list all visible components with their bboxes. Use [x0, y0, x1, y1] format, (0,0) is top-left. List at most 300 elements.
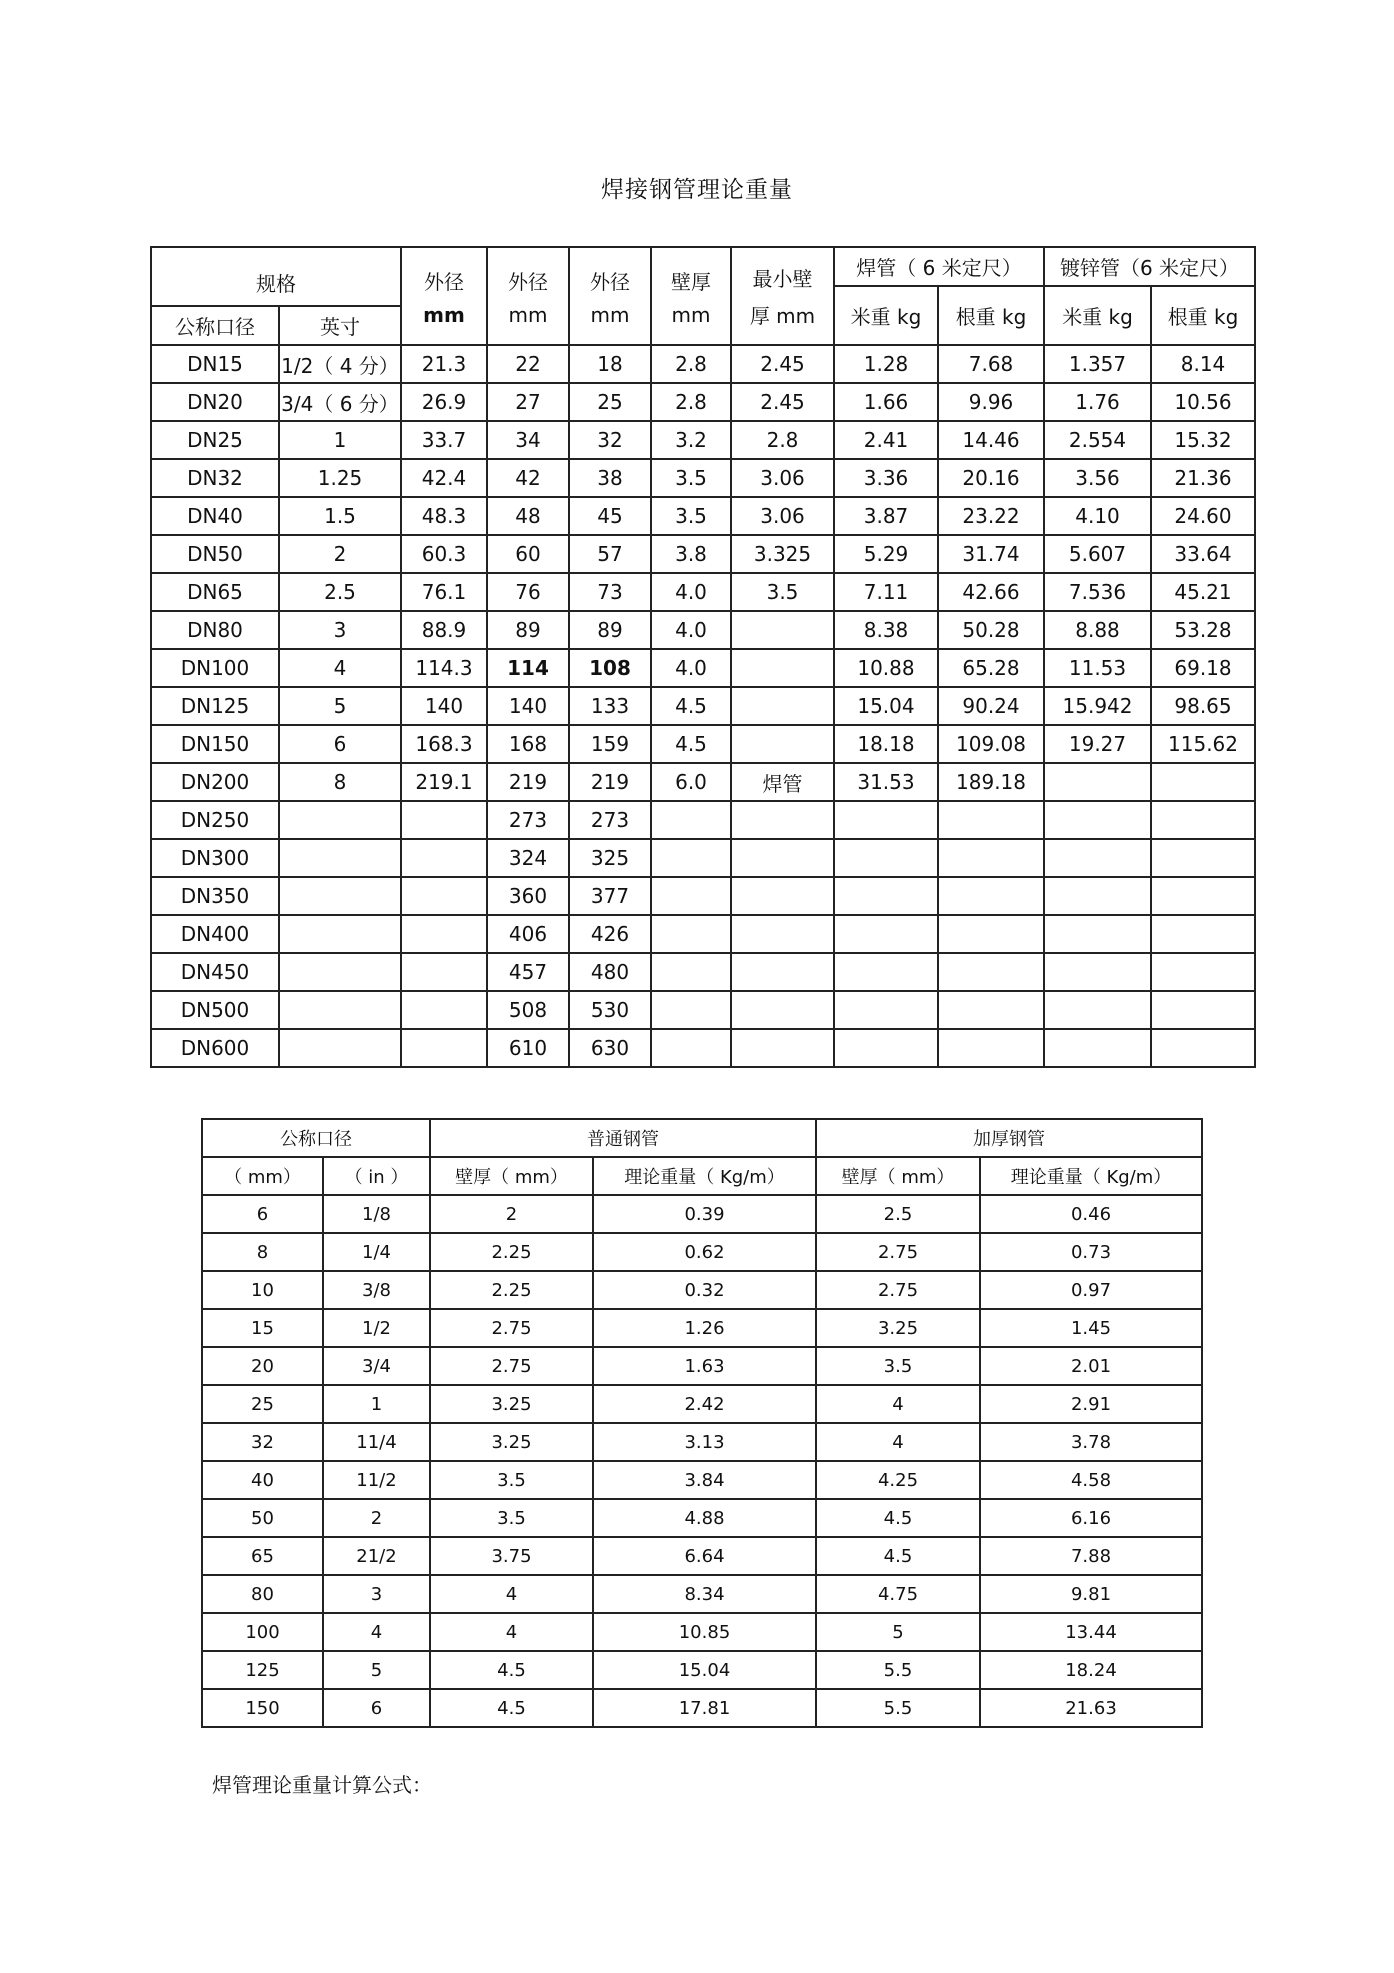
- table-cell: 8.14: [1151, 345, 1255, 383]
- table-cell: [401, 953, 487, 991]
- table-cell: 2.554: [1044, 421, 1151, 459]
- table-cell: [401, 915, 487, 953]
- table-cell: 2.5: [816, 1195, 980, 1233]
- header-od-2: 外径 mm: [487, 247, 569, 345]
- table-cell: 0.73: [980, 1233, 1202, 1271]
- table-cell: 4: [323, 1613, 430, 1651]
- table-cell: 0.32: [593, 1271, 816, 1309]
- table-row: [202, 1423, 1202, 1461]
- table-cell: [1151, 991, 1255, 1029]
- table-cell: [1151, 953, 1255, 991]
- table-cell: DN300: [151, 839, 279, 877]
- table-cell: 1/4: [323, 1233, 430, 1271]
- table-cell: [279, 801, 401, 839]
- table-cell: DN80: [151, 611, 279, 649]
- table-cell: DN125: [151, 687, 279, 725]
- table-cell: 426: [569, 915, 651, 953]
- table-cell: 21.36: [1151, 459, 1255, 497]
- table-cell: 98.65: [1151, 687, 1255, 725]
- table-cell: [401, 801, 487, 839]
- table-cell: 2: [279, 535, 401, 573]
- table-cell: 7.88: [980, 1537, 1202, 1575]
- table-cell: 3.2: [651, 421, 731, 459]
- table-cell: 2.8: [651, 345, 731, 383]
- table-row: [202, 1195, 1202, 1233]
- table-cell: 3.5: [651, 459, 731, 497]
- table-cell: 9.96: [938, 383, 1044, 421]
- header-welded-pipe: 焊管（ 6 米定尺）: [834, 247, 1044, 286]
- table-cell: 8: [202, 1233, 323, 1271]
- table-cell: [651, 915, 731, 953]
- table-cell: [834, 915, 938, 953]
- table-cell: 1.357: [1044, 345, 1151, 383]
- table-cell: [938, 915, 1044, 953]
- table-cell: 109.08: [938, 725, 1044, 763]
- table-cell: 2.8: [651, 383, 731, 421]
- header-galv-per-piece: 根重 kg: [1151, 286, 1255, 345]
- table-cell: DN250: [151, 801, 279, 839]
- table-cell: 3.25: [430, 1423, 593, 1461]
- table-cell: 4.5: [430, 1651, 593, 1689]
- table-cell: 324: [487, 839, 569, 877]
- table-row: [151, 345, 1255, 383]
- table-cell: 1.5: [279, 497, 401, 535]
- table-cell: [1151, 763, 1255, 801]
- table-cell: 60.3: [401, 535, 487, 573]
- table-cell: 1.76: [1044, 383, 1151, 421]
- table-cell: [651, 1029, 731, 1067]
- table-cell: 6: [202, 1195, 323, 1233]
- table-cell: 1.45: [980, 1309, 1202, 1347]
- table-row: [202, 1651, 1202, 1689]
- table-row: [202, 1233, 1202, 1271]
- table-cell: DN400: [151, 915, 279, 953]
- table-cell: 0.46: [980, 1195, 1202, 1233]
- table-cell: 6: [323, 1689, 430, 1727]
- table-cell: [651, 801, 731, 839]
- table-row: [151, 801, 1255, 839]
- table-cell: 2.45: [731, 383, 834, 421]
- table-row: [151, 687, 1255, 725]
- table-cell: 360: [487, 877, 569, 915]
- table-cell: 3.325: [731, 535, 834, 573]
- table-row: [151, 497, 1255, 535]
- table-cell: 88.9: [401, 611, 487, 649]
- table-cell: 2.01: [980, 1347, 1202, 1385]
- table-cell: 22: [487, 345, 569, 383]
- table-cell: 4: [430, 1575, 593, 1613]
- table-row: [151, 421, 1255, 459]
- table-cell: 50.28: [938, 611, 1044, 649]
- table-cell: [1044, 877, 1151, 915]
- table-cell: 33.7: [401, 421, 487, 459]
- table-row: [151, 877, 1255, 915]
- table-cell: 34: [487, 421, 569, 459]
- table-cell: 219: [569, 763, 651, 801]
- table-cell: 50: [202, 1499, 323, 1537]
- table-cell: 3: [323, 1575, 430, 1613]
- table-cell: 45.21: [1151, 573, 1255, 611]
- table-cell: [1151, 915, 1255, 953]
- table-row: [202, 1499, 1202, 1537]
- table-row: [151, 953, 1255, 991]
- table-cell: 32: [569, 421, 651, 459]
- table-cell: DN20: [151, 383, 279, 421]
- table-cell: 2.5: [279, 573, 401, 611]
- table-cell: 21.63: [980, 1689, 1202, 1727]
- table-cell: 32: [202, 1423, 323, 1461]
- table-cell: 1: [279, 421, 401, 459]
- table-cell: 4.5: [651, 725, 731, 763]
- table-row: [151, 763, 1255, 801]
- table-cell: 4.88: [593, 1499, 816, 1537]
- table-cell: 0.97: [980, 1271, 1202, 1309]
- table-cell: 133: [569, 687, 651, 725]
- table-cell: 150: [202, 1689, 323, 1727]
- table-cell: DN40: [151, 497, 279, 535]
- table-cell: 3.5: [430, 1461, 593, 1499]
- table-cell: [731, 839, 834, 877]
- table-cell: 25: [202, 1385, 323, 1423]
- table-cell: 3/8: [323, 1271, 430, 1309]
- table-cell: DN150: [151, 725, 279, 763]
- table-cell: 377: [569, 877, 651, 915]
- table-row: [202, 1271, 1202, 1309]
- table-cell: 7.68: [938, 345, 1044, 383]
- table-cell: [834, 839, 938, 877]
- table-cell: 325: [569, 839, 651, 877]
- header-thick-pipe: 加厚钢管: [816, 1119, 1202, 1157]
- table-row: [151, 991, 1255, 1029]
- table-cell: [1151, 877, 1255, 915]
- table-cell: 24.60: [1151, 497, 1255, 535]
- table-cell: 11.53: [1044, 649, 1151, 687]
- steel-pipe-weight-table: [201, 1118, 1203, 1728]
- header-thick-wall: 壁厚（ mm）: [816, 1157, 980, 1195]
- table-cell: 11/2: [323, 1461, 430, 1499]
- table-cell: 73: [569, 573, 651, 611]
- table-cell: [279, 991, 401, 1029]
- header-inch: 英寸: [279, 306, 401, 345]
- table-cell: [1151, 839, 1255, 877]
- table-cell: [731, 649, 834, 687]
- table-cell: 42: [487, 459, 569, 497]
- table-cell: 76.1: [401, 573, 487, 611]
- table-cell: [1151, 801, 1255, 839]
- table-cell: [279, 839, 401, 877]
- table-cell: [938, 801, 1044, 839]
- table-cell: [834, 1029, 938, 1067]
- header-nominal: 公称口径: [202, 1119, 430, 1157]
- table-cell: 9.81: [980, 1575, 1202, 1613]
- table-cell: DN25: [151, 421, 279, 459]
- table-cell: [1044, 1029, 1151, 1067]
- table-cell: 0.62: [593, 1233, 816, 1271]
- table-cell: 13.44: [980, 1613, 1202, 1651]
- table-cell: [279, 953, 401, 991]
- table-row: [202, 1347, 1202, 1385]
- table-cell: 8.34: [593, 1575, 816, 1613]
- table-row: [202, 1537, 1202, 1575]
- table-cell: 4.5: [816, 1499, 980, 1537]
- table-cell: 8.38: [834, 611, 938, 649]
- table-cell: 42.4: [401, 459, 487, 497]
- header-spec: 规格: [151, 247, 401, 306]
- table-cell: [731, 953, 834, 991]
- table-row: [202, 1575, 1202, 1613]
- table-cell: [834, 877, 938, 915]
- page-title: 焊接钢管理论重量: [601, 177, 793, 203]
- table-cell: 4: [279, 649, 401, 687]
- table-cell: 1/2: [323, 1309, 430, 1347]
- table-cell: 1: [323, 1385, 430, 1423]
- header-mm: （ mm）: [202, 1157, 323, 1195]
- table-cell: 17.81: [593, 1689, 816, 1727]
- table-cell: 69.18: [1151, 649, 1255, 687]
- table-cell: 4: [816, 1423, 980, 1461]
- table-cell: 219: [487, 763, 569, 801]
- table-cell: 508: [487, 991, 569, 1029]
- table-cell: 3.75: [430, 1537, 593, 1575]
- table-cell: [279, 1029, 401, 1067]
- table-cell: 114.3: [401, 649, 487, 687]
- table-cell: 6.16: [980, 1499, 1202, 1537]
- table-cell: 10: [202, 1271, 323, 1309]
- table-row: [202, 1613, 1202, 1651]
- table-cell: 65.28: [938, 649, 1044, 687]
- table-cell: 4.0: [651, 573, 731, 611]
- table-row: [151, 383, 1255, 421]
- table-cell: 57: [569, 535, 651, 573]
- table-cell: 7.11: [834, 573, 938, 611]
- table-cell: 18.18: [834, 725, 938, 763]
- header-normal-pipe: 普通钢管: [430, 1119, 816, 1157]
- header-wall: 壁厚 mm: [651, 247, 731, 345]
- table-cell: 1.63: [593, 1347, 816, 1385]
- table-cell: 3.78: [980, 1423, 1202, 1461]
- table-cell: 3.56: [1044, 459, 1151, 497]
- table-cell: 610: [487, 1029, 569, 1067]
- table-cell: [834, 991, 938, 1029]
- table-cell: 20: [202, 1347, 323, 1385]
- table-cell: [1044, 915, 1151, 953]
- table-cell: 2.75: [430, 1347, 593, 1385]
- table-cell: [1044, 953, 1151, 991]
- table-cell: 89: [569, 611, 651, 649]
- table-cell: 3.84: [593, 1461, 816, 1499]
- table-cell: 6: [279, 725, 401, 763]
- table-cell: [731, 877, 834, 915]
- table-row: [151, 725, 1255, 763]
- table-cell: 8.88: [1044, 611, 1151, 649]
- header-od-1: 外径 mm: [401, 247, 487, 345]
- table-cell: 焊管: [731, 763, 834, 801]
- table-cell: 3.06: [731, 459, 834, 497]
- table-cell: [731, 1029, 834, 1067]
- table-cell: DN200: [151, 763, 279, 801]
- table-cell: 1.28: [834, 345, 938, 383]
- header-galv-per-meter: 米重 kg: [1044, 286, 1151, 345]
- table-cell: 2: [430, 1195, 593, 1233]
- table-row: [151, 535, 1255, 573]
- table-cell: 38: [569, 459, 651, 497]
- table-cell: 2.75: [816, 1233, 980, 1271]
- table-cell: 189.18: [938, 763, 1044, 801]
- table-cell: 3.5: [731, 573, 834, 611]
- table-cell: 31.74: [938, 535, 1044, 573]
- table-cell: 23.22: [938, 497, 1044, 535]
- table-cell: 21/2: [323, 1537, 430, 1575]
- table-cell: 7.536: [1044, 573, 1151, 611]
- table-cell: 89: [487, 611, 569, 649]
- table-cell: [1044, 801, 1151, 839]
- table-cell: DN32: [151, 459, 279, 497]
- table-cell: 3.87: [834, 497, 938, 535]
- table-cell: 115.62: [1151, 725, 1255, 763]
- table-row: [151, 915, 1255, 953]
- table-cell: 18: [569, 345, 651, 383]
- table-cell: DN500: [151, 991, 279, 1029]
- table-cell: 1/8: [323, 1195, 430, 1233]
- header-welded-per-piece: 根重 kg: [938, 286, 1044, 345]
- table-cell: 2.25: [430, 1233, 593, 1271]
- table-cell: 4.0: [651, 611, 731, 649]
- table-row: [151, 649, 1255, 687]
- header-galvanized-pipe: 镀锌管（6 米定尺）: [1044, 247, 1255, 286]
- table-cell: [938, 839, 1044, 877]
- table-cell: 4.5: [816, 1537, 980, 1575]
- table-cell: 26.9: [401, 383, 487, 421]
- table-cell: 3.8: [651, 535, 731, 573]
- table-cell: 10.85: [593, 1613, 816, 1651]
- table-cell: 4.0: [651, 649, 731, 687]
- table-cell: 2.91: [980, 1385, 1202, 1423]
- table-cell: 15.04: [834, 687, 938, 725]
- table-cell: 3.36: [834, 459, 938, 497]
- table-row: [151, 839, 1255, 877]
- table-row: [151, 611, 1255, 649]
- table-cell: 273: [569, 801, 651, 839]
- table-cell: 48.3: [401, 497, 487, 535]
- table-cell: 4.58: [980, 1461, 1202, 1499]
- table-cell: [651, 991, 731, 1029]
- table-cell: 3.5: [651, 497, 731, 535]
- header-od-3: 外径 mm: [569, 247, 651, 345]
- table-cell: 480: [569, 953, 651, 991]
- header-welded-per-meter: 米重 kg: [834, 286, 938, 345]
- table-row: [202, 1309, 1202, 1347]
- header-min-wall: 最小壁 厚 mm: [731, 247, 834, 345]
- table-cell: 19.27: [1044, 725, 1151, 763]
- table-cell: [401, 991, 487, 1029]
- table-cell: 2: [323, 1499, 430, 1537]
- table-cell: 219.1: [401, 763, 487, 801]
- table-cell: DN350: [151, 877, 279, 915]
- table-cell: 33.64: [1151, 535, 1255, 573]
- table-cell: [1044, 991, 1151, 1029]
- table-cell: DN50: [151, 535, 279, 573]
- table-cell: [731, 725, 834, 763]
- table-cell: 1.25: [279, 459, 401, 497]
- table-cell: 25: [569, 383, 651, 421]
- table-row: [151, 1029, 1255, 1067]
- table-cell: 27: [487, 383, 569, 421]
- table-cell: 90.24: [938, 687, 1044, 725]
- table-cell: 5: [279, 687, 401, 725]
- table-cell: [834, 953, 938, 991]
- table-cell: 273: [487, 801, 569, 839]
- table-cell: [731, 991, 834, 1029]
- table-cell: 45: [569, 497, 651, 535]
- table-cell: 21.3: [401, 345, 487, 383]
- table-cell: 4.75: [816, 1575, 980, 1613]
- table-cell: 6.64: [593, 1537, 816, 1575]
- table-cell: 5.29: [834, 535, 938, 573]
- table-cell: 15.942: [1044, 687, 1151, 725]
- table-cell: 530: [569, 991, 651, 1029]
- table-cell: [401, 1029, 487, 1067]
- table-cell: 2.75: [816, 1271, 980, 1309]
- table-cell: DN15: [151, 345, 279, 383]
- table-cell: 2.25: [430, 1271, 593, 1309]
- table-cell: 100: [202, 1613, 323, 1651]
- table-cell: 3/4: [323, 1347, 430, 1385]
- table-cell: 8: [279, 763, 401, 801]
- table-row: [202, 1689, 1202, 1727]
- table-cell: [938, 991, 1044, 1029]
- header-in: （ in ）: [323, 1157, 430, 1195]
- table-cell: 2.41: [834, 421, 938, 459]
- table-cell: 48: [487, 497, 569, 535]
- table-cell: [1044, 839, 1151, 877]
- table-cell: 457: [487, 953, 569, 991]
- table-cell: [731, 611, 834, 649]
- header-thick-weight: 理论重量（ Kg/m）: [980, 1157, 1202, 1195]
- table-cell: [651, 877, 731, 915]
- table-cell: [731, 915, 834, 953]
- table-row: [202, 1385, 1202, 1423]
- table-cell: 1.26: [593, 1309, 816, 1347]
- table-cell: 10.88: [834, 649, 938, 687]
- table-cell: 80: [202, 1575, 323, 1613]
- table-cell: [938, 877, 1044, 915]
- table-cell: [651, 839, 731, 877]
- table-cell: 4.5: [430, 1689, 593, 1727]
- table-cell: 53.28: [1151, 611, 1255, 649]
- formula-label: 焊管理论重量计算公式：: [212, 1773, 432, 1797]
- table-cell: 3/4（ 6 分）: [279, 383, 401, 421]
- table-cell: 2.45: [731, 345, 834, 383]
- table-cell: 4: [816, 1385, 980, 1423]
- table-cell: 60: [487, 535, 569, 573]
- table-cell: 114: [487, 649, 569, 687]
- table-cell: 3.06: [731, 497, 834, 535]
- header-normal-weight: 理论重量（ Kg/m）: [593, 1157, 816, 1195]
- table-cell: [401, 839, 487, 877]
- table-cell: [1151, 1029, 1255, 1067]
- table-cell: DN600: [151, 1029, 279, 1067]
- table-cell: 406: [487, 915, 569, 953]
- table-cell: 168: [487, 725, 569, 763]
- table-cell: 168.3: [401, 725, 487, 763]
- table-cell: [651, 953, 731, 991]
- table-row: [151, 459, 1255, 497]
- table-cell: [938, 1029, 1044, 1067]
- table-cell: 1.66: [834, 383, 938, 421]
- table-cell: 15.04: [593, 1651, 816, 1689]
- table-cell: 65: [202, 1537, 323, 1575]
- table-cell: 3: [279, 611, 401, 649]
